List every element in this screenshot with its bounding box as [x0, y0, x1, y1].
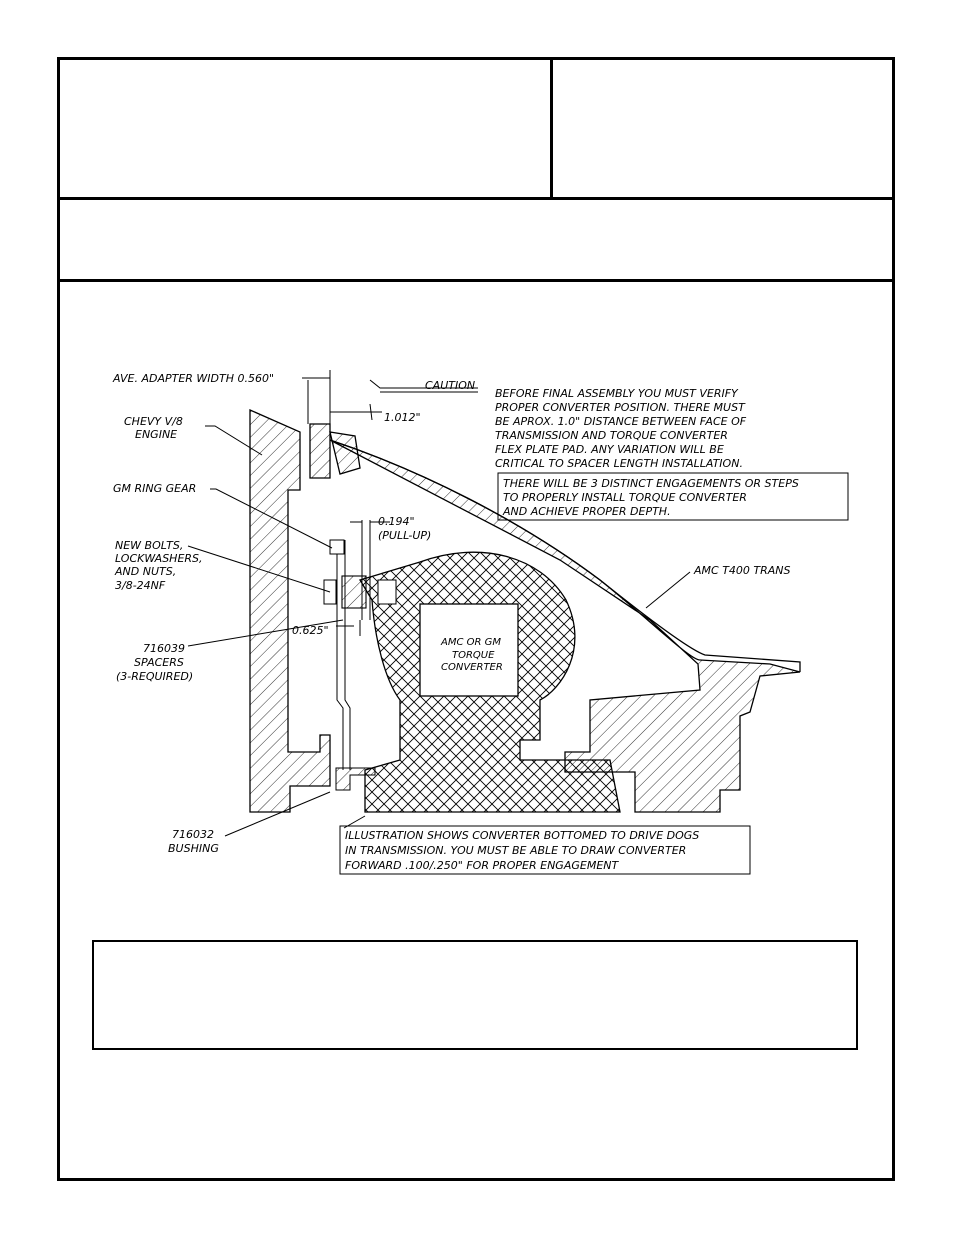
flex-plate: [337, 540, 350, 770]
spacers-label-3: (3-REQUIRED): [116, 670, 194, 683]
engagement-note-line: AND ACHIEVE PROPER DEPTH.: [503, 505, 671, 518]
caution-note-line: BEFORE FINAL ASSEMBLY YOU MUST VERIFY: [495, 387, 738, 400]
caution-note: [495, 387, 747, 470]
adapter-plate: [310, 424, 330, 478]
caution-note-line: BE APROX. 1.0" DISTANCE BETWEEN FACE OF: [495, 415, 747, 428]
bolts-label-2: LOCKWASHERS,: [115, 552, 203, 565]
illustration-note-line: IN TRANSMISSION. YOU MUST BE ABLE TO DRAW CONVERTER: [345, 844, 687, 857]
pull-up-label: (PULL-UP): [378, 529, 432, 542]
dim-0625-label: 0.625": [292, 624, 329, 637]
converter-label-1: AMC OR GM: [441, 637, 502, 648]
bushing-label-2: BUSHING: [168, 842, 219, 855]
spacers-label-1: 716039: [143, 642, 185, 655]
ring-gear-label: GM RING GEAR: [113, 482, 197, 495]
caution-note-line: CRITICAL TO SPACER LENGTH INSTALLATION.: [495, 457, 743, 470]
illustration-note: [345, 829, 699, 872]
bolts-label-4: 3/8-24NF: [115, 579, 166, 592]
bolt-nut-right: [378, 580, 396, 604]
caution-note-line: FLEX PLATE PAD. ANY VARIATION WILL BE: [495, 443, 724, 456]
illustration-note-line: FORWARD .100/.250" FOR PROPER ENGAGEMENT: [345, 859, 619, 872]
engine-label-1: CHEVY V/8: [124, 415, 183, 428]
engine-label-2: ENGINE: [135, 428, 178, 441]
dim-1012-label: 1.012": [384, 411, 421, 424]
engagement-note-line: THERE WILL BE 3 DISTINCT ENGAGEMENTS OR STEPS: [503, 477, 799, 490]
converter-label-3: CONVERTER: [441, 662, 503, 673]
bolts-label-1: NEW BOLTS,: [115, 539, 184, 552]
engagement-note: [502, 477, 799, 518]
engagement-note-line: TO PROPERLY INSTALL TORQUE CONVERTER: [503, 491, 747, 504]
caution-note-line: TRANSMISSION AND TORQUE CONVERTER: [495, 429, 728, 442]
dim-0194-label: 0.194": [378, 515, 415, 528]
bushing-label-1: 716032: [172, 828, 214, 841]
adapter-width-label: AVE. ADAPTER WIDTH 0.560": [113, 372, 275, 385]
illustration-note-line: ILLUSTRATION SHOWS CONVERTER BOTTOMED TO DRIVE DOGS: [345, 829, 700, 842]
spacers-label-2: SPACERS: [134, 656, 184, 669]
caution-label: CAUTION: [425, 379, 476, 392]
caution-note-line: PROPER CONVERTER POSITION. THERE MUST: [495, 401, 745, 414]
trans-label: AMC T400 TRANS: [694, 564, 791, 577]
ring-gear: [330, 540, 344, 554]
converter-label-2: TORQUE: [452, 650, 495, 661]
bolts-label-3: AND NUTS,: [115, 565, 177, 578]
